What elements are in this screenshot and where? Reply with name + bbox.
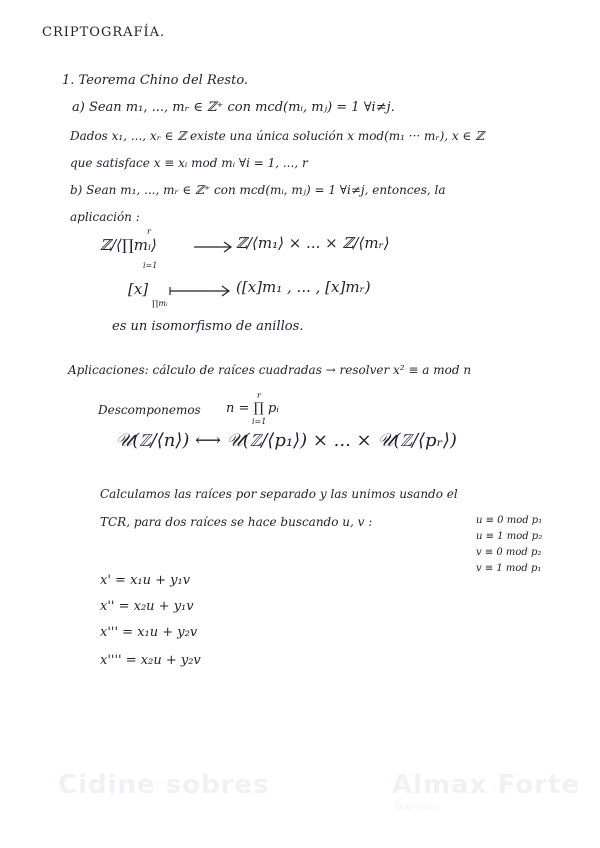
map-arrow (192, 240, 234, 254)
decompose-label: Descomponemos (98, 403, 201, 417)
theorem-part-a-line1: a) Sean m₁, ..., mᵣ ∈ ℤ⁺ con mcd(mᵢ, mⱼ) = 1 ∀i≠j. (72, 100, 395, 115)
mapsto-arrow (168, 284, 232, 298)
decompose-index: i=1 (252, 417, 267, 426)
theorem-part-a-line2: Dados x₁, ..., xᵣ ∈ ℤ existe una única solución x mod(m₁ ··· mᵣ), x ∈ ℤ (70, 129, 484, 143)
watermark-left: Cidine sobres (58, 770, 270, 800)
solution-2: x'' = x₂u + y₁v (100, 599, 194, 614)
solution-1: x' = x₁u + y₁v (100, 573, 191, 588)
theorem-part-a-line3: que satisface x ≡ xᵢ mod mᵢ ∀i = 1, ..., r (70, 156, 308, 170)
calculation-line1: Calculamos las raíces por separado y las unimos usando el (100, 487, 458, 501)
map-element: [x] (128, 280, 149, 298)
decompose-top: r (257, 391, 261, 400)
map-domain-index: i=1 (143, 261, 158, 270)
map-element-sub: ∏mᵢ (152, 299, 168, 308)
units-isomorphism: 𝒰(ℤ/⟨n⟩) ⟷ 𝒰(ℤ/⟨p₁⟩) × ... × 𝒰(ℤ/⟨pᵣ⟩) (116, 430, 457, 451)
map-domain: ℤ/⟨∏mᵢ⟩ (100, 236, 157, 254)
decompose-formula: n = ∏ pᵢ (226, 401, 279, 416)
condition-v-1: v ≡ 1 mod p₁ (476, 563, 542, 574)
condition-u-0: u ≡ 0 mod p₁ (476, 515, 543, 526)
applications-line: Aplicaciones: cálculo de raíces cuadradas → resolver x² ≡ a mod n (68, 363, 472, 377)
theorem-heading: 1. Teorema Chino del Resto. (62, 73, 249, 88)
calculation-line2: TCR, para dos raíces se hace buscando u, v : (100, 515, 373, 529)
map-domain-top: r (147, 227, 151, 236)
watermark-right: Almax Forte (392, 770, 580, 800)
condition-v-0: v ≡ 0 mod p₂ (476, 547, 542, 558)
map-codomain: ℤ/⟨m₁⟩ × ... × ℤ/⟨mᵣ⟩ (236, 234, 390, 252)
watermark-right-sub: Ibuprofeno (394, 802, 438, 811)
solution-3: x''' = x₁u + y₂v (100, 625, 198, 640)
solution-4: x'''' = x₂u + y₂v (100, 653, 201, 668)
theorem-part-b-line1: b) Sean m₁, ..., mᵣ ∈ ℤ⁺ con mcd(mᵢ, mⱼ) = 1 ∀i≠j, entonces, la (70, 183, 446, 197)
isomorphism-conclusion: es un isomorfismo de anillos. (112, 319, 304, 334)
theorem-part-b-line2: aplicación : (70, 210, 140, 224)
map-image: ([x]m₁ , ... , [x]mᵣ) (236, 278, 371, 296)
page-title: CRIPTOGRAFÍA. (42, 25, 166, 40)
condition-u-1: u ≡ 1 mod p₂ (476, 531, 543, 542)
